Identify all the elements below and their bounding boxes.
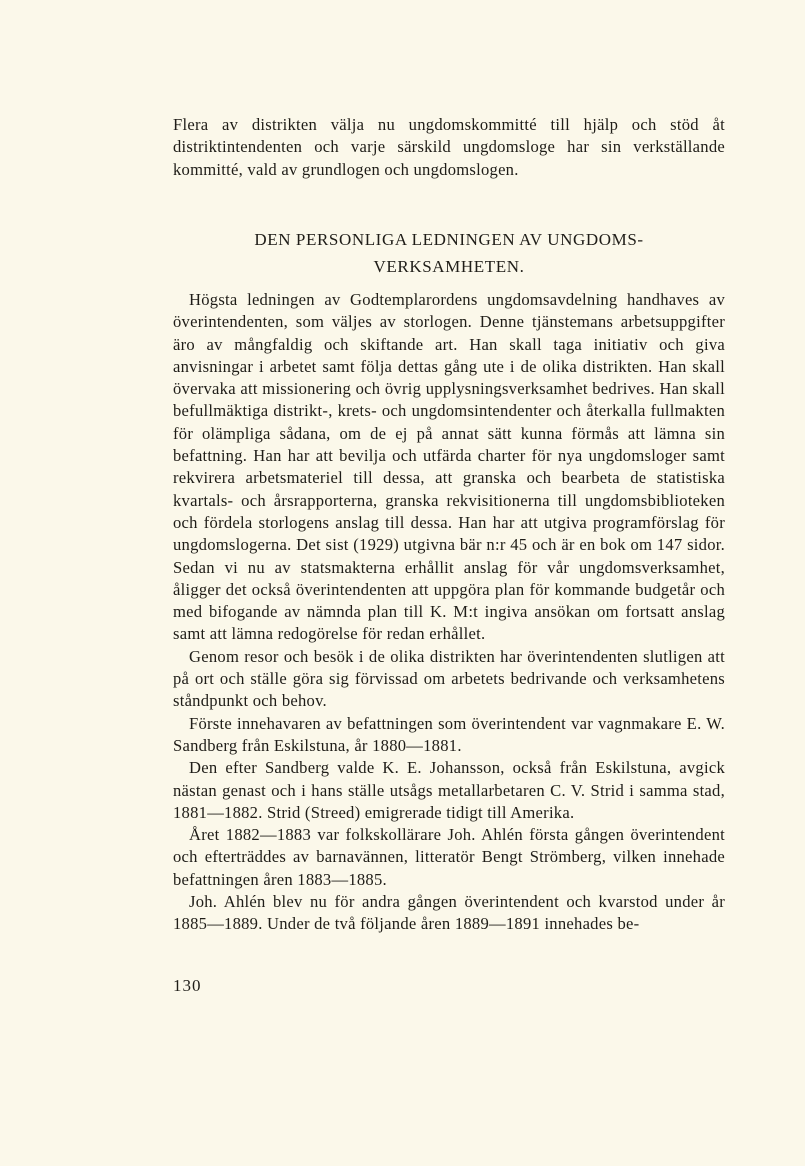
paragraph: Året 1882—1883 var folkskollärare Joh. Ahlén första gången överintendent och efterträddes av barnavännen, litteratör Bengt Strömberg, vilken innehade befattningen åren 1883—1885. [173, 825, 725, 889]
body-text [173, 289, 725, 936]
page-number: 130 [173, 976, 202, 995]
section-heading [173, 226, 725, 280]
paragraph: Högsta ledningen av Godtemplarordens ungdomsavdelning handhaves av överintendenten, som väljes av storlogen. Denne tjänstemans arbetsuppgifter äro av mångfaldig och skiftande art. Han skall taga initiativ och giva anvisningar i arbetet samt följa dettas gång ute i de olika distrikten. Han skall övervaka att missionering och övrig upplysningsverksamhet bedrives. Han skall befullmäktiga distrikt-, krets- och ungdomsintendenter och återkalla fullmakten för olämpliga sådana, om de ej på annat sätt kunna förmås att lämna sin befattning. Han har att bevilja och utfärda charter för nya ungdomsloger samt rekvirera arbetsmateriel till dessa, att granska och bearbeta de statistiska kvartals- och årsrapporterna, granska rekvisitionerna till ungdomsbiblioteken och fördela storlogens anslag till dessa. Han har att utgiva programförslag för ungdomslogerna. Det sist (1929) utgivna bär n:r 45 och är en bok om 147 sidor. Sedan vi nu av statsmakterna erhållit anslag för vår ungdomsverksamhet, åligger det också överintendenten att uppgöra plan för kommande budgetår och med bifogande av nämnda plan till K. M:t ingiva ansökan om fortsatt anslag samt att lämna redogörelse för redan erhållet. [173, 290, 725, 644]
intro-paragraph [173, 114, 725, 181]
paragraph: Joh. Ahlén blev nu för andra gången överintendent och kvarstod under år 1885—1889. Under de två följande åren 1889—1891 innehades be- [173, 892, 725, 934]
paragraph: Den efter Sandberg valde K. E. Johansson, också från Eskilstuna, avgick nästan genast och i hans ställe utsågs metallarbetaren C. V. Strid i samma stad, 1881—1882. Strid (Streed) emigrerade tidigt till Amerika. [173, 758, 725, 822]
paragraph: Förste innehavaren av befattningen som överintendent var vagnmakare E. W. Sandberg från Eskilstuna, år 1880—1881. [173, 713, 725, 755]
paragraph: Genom resor och besök i de olika distrikten har överintendenten slutligen att på ort och ställe göra sig förvissad om arbetets bedrivande och verksamhetens ståndpunkt och behov. [173, 646, 725, 711]
heading-line-1: DEN PERSONLIGA LEDNINGEN AV UNGDOMS- [254, 230, 644, 249]
heading-line-2: VERKSAMHETEN. [373, 257, 525, 276]
intro-text: Flera av distrikten välja nu ungdomskommitté till hjälp och stöd åt distriktintendenten och varje särskild ungdomsloge har sin verkställande kommitté, vald av grundlogen och ungdomslogen. [173, 115, 725, 179]
